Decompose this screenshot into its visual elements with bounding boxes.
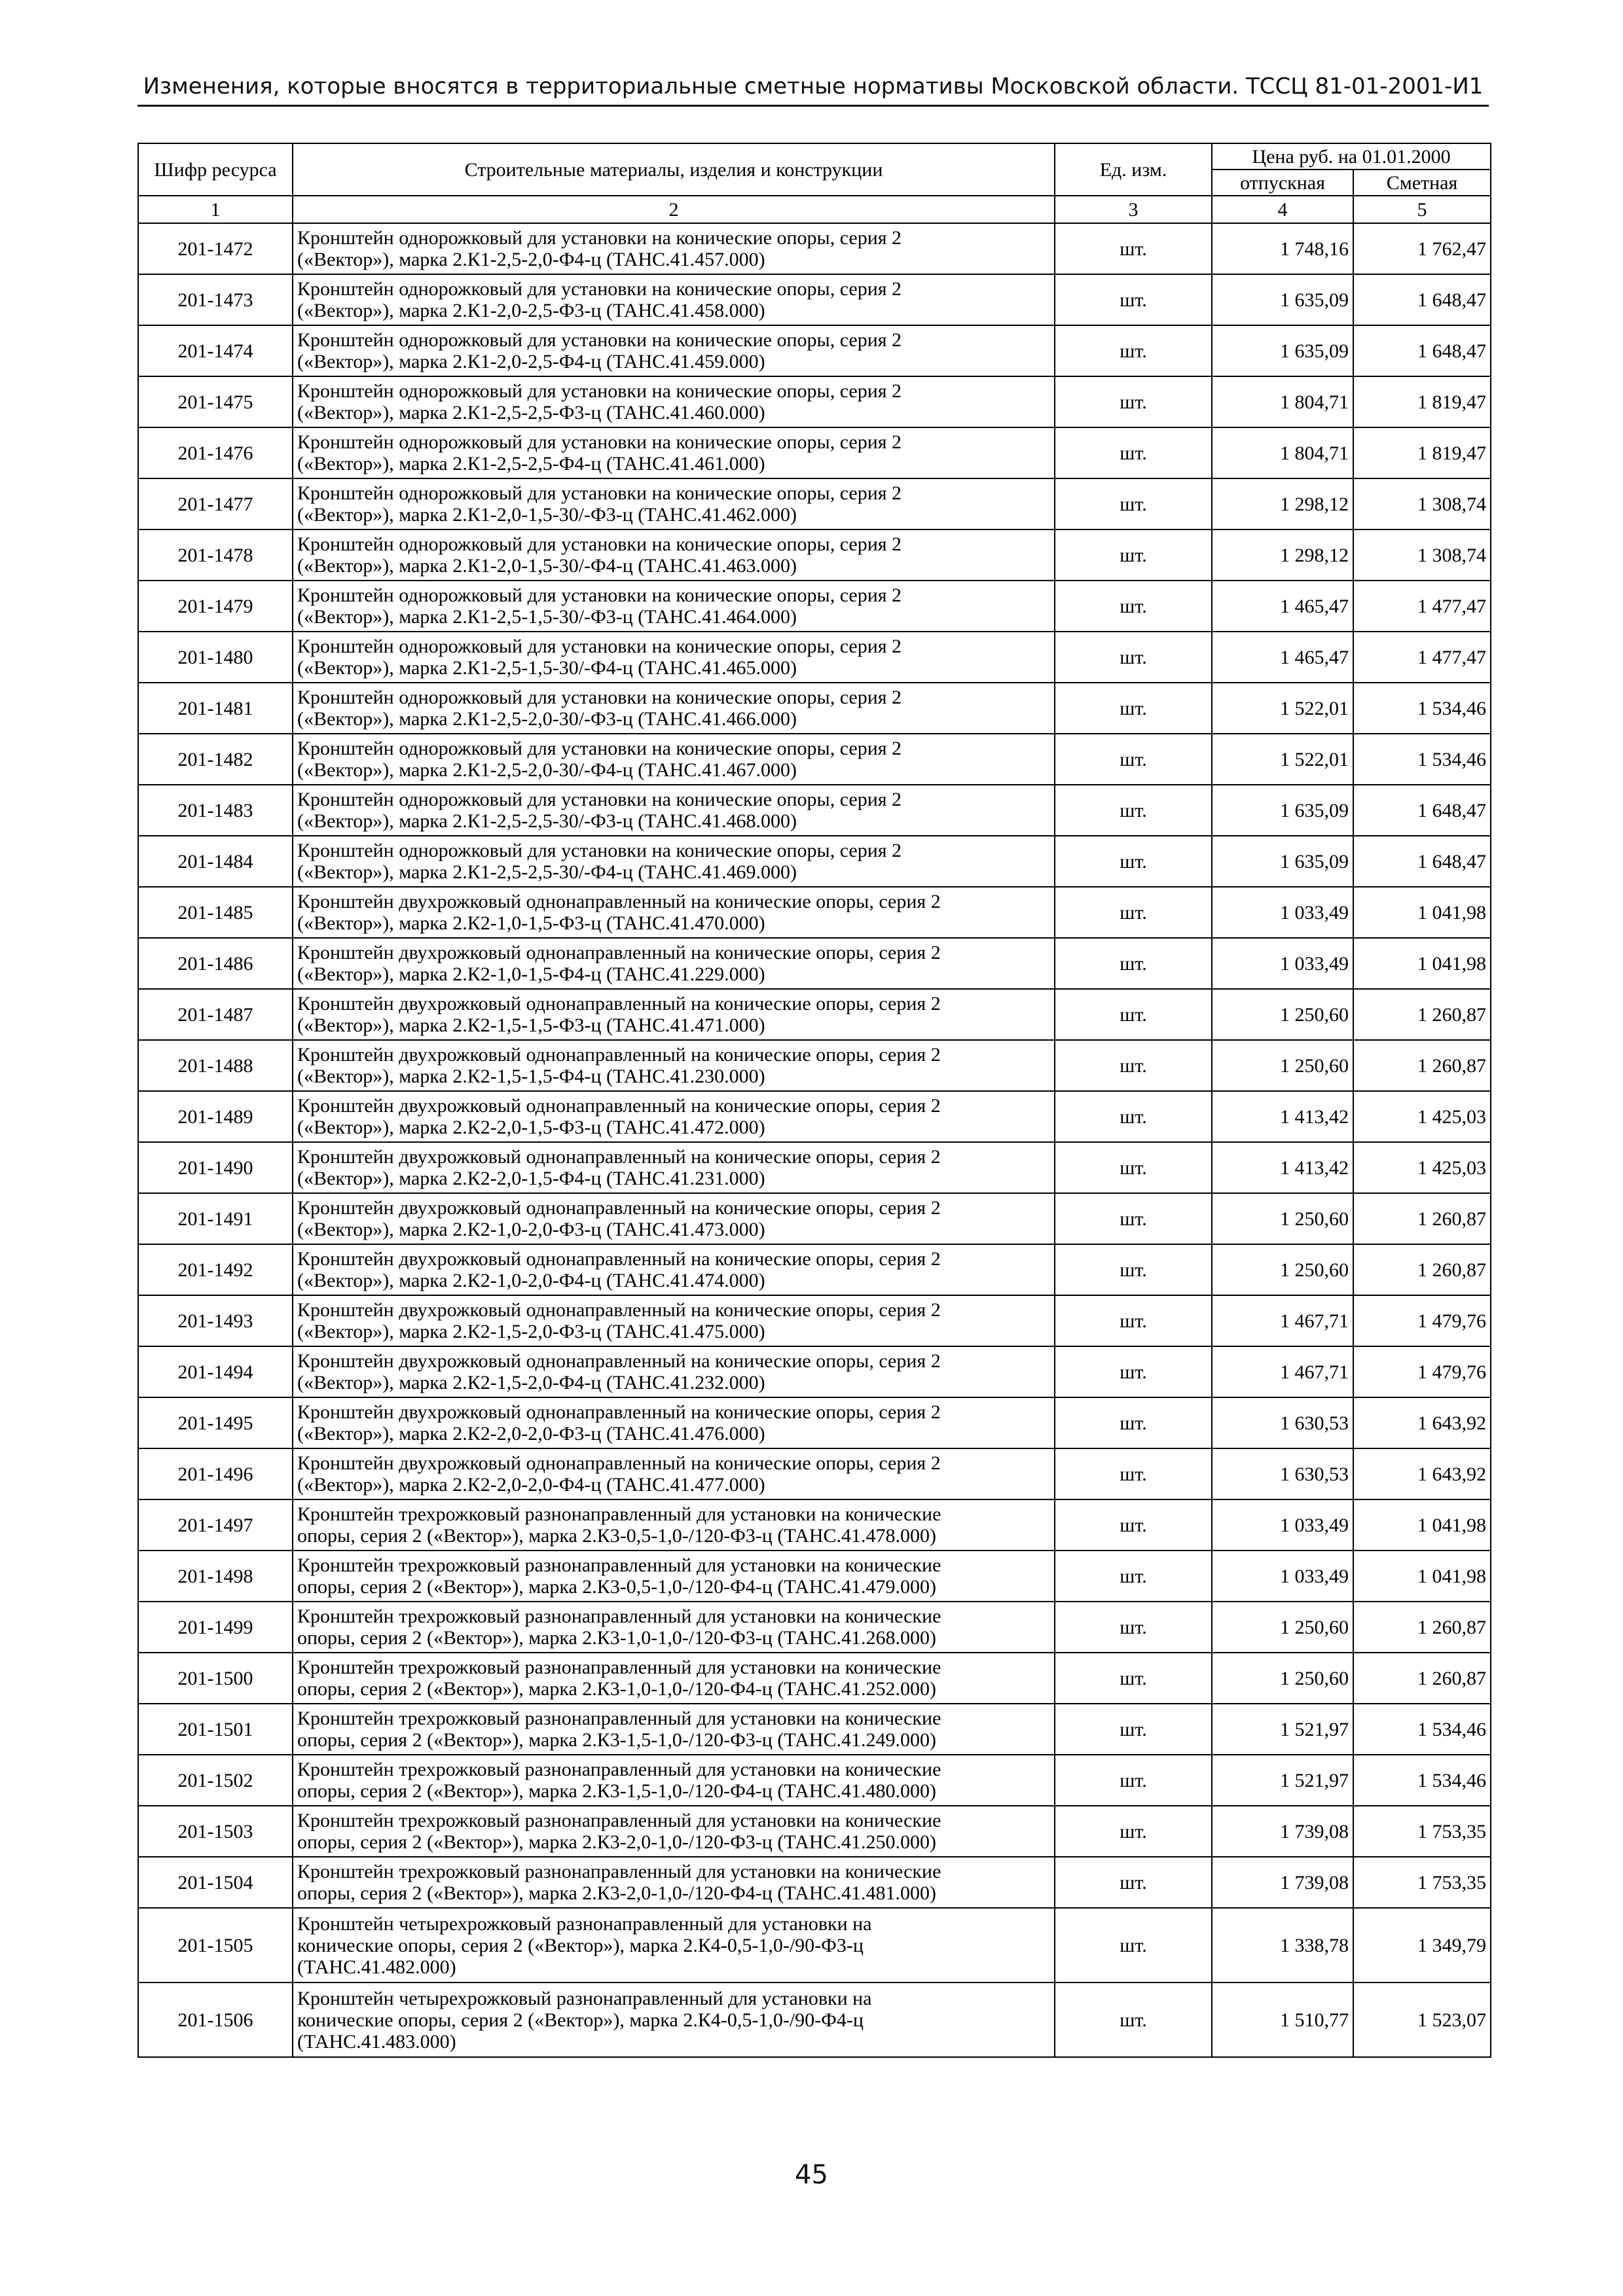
estimate-price: 1 041,98 (1353, 1499, 1491, 1551)
material-name-line: Кронштейн двухрожковый однонаправленный на конические опоры, серия 2 (297, 1299, 941, 1321)
material-name-line: Кронштейн однорожковый для установки на конические опоры, серия 2 (297, 533, 902, 555)
material-name (293, 938, 1055, 989)
estimate-price: 1 349,79 (1353, 1908, 1491, 1982)
material-name (293, 1908, 1055, 1982)
estimate-price: 1 819,47 (1353, 376, 1491, 427)
material-name-line: («Вектор»), марка 2.К1-2,5-2,5-Ф3-ц (ТАНС.41.460.000) (297, 402, 765, 423)
table-row (138, 1908, 1491, 1982)
material-name-line: («Вектор»), марка 2.К1-2,5-2,0-Ф4-ц (ТАНС.41.457.000) (297, 249, 765, 270)
estimate-price: 1 308,74 (1353, 529, 1491, 581)
table-row (138, 581, 1491, 632)
estimate-price: 1 260,87 (1353, 1244, 1491, 1295)
material-name-line: Кронштейн двухрожковый однонаправленный на конические опоры, серия 2 (297, 1350, 941, 1372)
estimate-price: 1 260,87 (1353, 1653, 1491, 1704)
table-row (138, 376, 1491, 427)
release-price: 1 033,49 (1212, 938, 1353, 989)
unit: шт. (1055, 478, 1212, 529)
estimate-price: 1 260,87 (1353, 1040, 1491, 1091)
unit: шт. (1055, 785, 1212, 836)
material-name-line: конические опоры, серия 2 («Вектор»), марка 2.К4-0,5-1,0-/90-Ф3-ц (297, 1934, 864, 1956)
material-name-line: Кронштейн однорожковый для установки на конические опоры, серия 2 (297, 738, 902, 759)
material-name-line: Кронштейн двухрожковый однонаправленный на конические опоры, серия 2 (297, 942, 941, 963)
material-name-line: опоры, серия 2 («Вектор»), марка 2.К3-1,5-1,0-/120-Ф3-ц (ТАНС.41.249.000) (297, 1729, 936, 1751)
table-row (138, 529, 1491, 581)
header-price-group: Цена руб. на 01.01.2000 (1212, 143, 1491, 170)
material-name-line: Кронштейн однорожковый для установки на конические опоры, серия 2 (297, 840, 902, 861)
column-index: 3 (1055, 196, 1212, 223)
material-name-line: Кронштейн трехрожковый разнонаправленный для установки на конические (297, 1759, 941, 1780)
release-price: 1 467,71 (1212, 1346, 1353, 1397)
material-name-line: Кронштейн однорожковый для установки на конические опоры, серия 2 (297, 789, 902, 810)
material-name-line: Кронштейн двухрожковый однонаправленный на конические опоры, серия 2 (297, 1197, 941, 1219)
material-name-line: Кронштейн двухрожковый однонаправленный на конические опоры, серия 2 (297, 993, 941, 1014)
unit: шт. (1055, 1551, 1212, 1602)
material-name-line: Кронштейн однорожковый для установки на конические опоры, серия 2 (297, 636, 902, 657)
estimate-price: 1 534,46 (1353, 734, 1491, 785)
material-name-line: («Вектор»), марка 2.К1-2,0-2,5-Ф3-ц (ТАНС.41.458.000) (297, 300, 765, 321)
material-name-line: Кронштейн однорожковый для установки на конические опоры, серия 2 (297, 584, 902, 606)
table-row (138, 1755, 1491, 1806)
resource-code: 201-1501 (138, 1704, 293, 1755)
resource-code: 201-1478 (138, 529, 293, 581)
material-name-line: («Вектор»), марка 2.К2-1,5-2,0-Ф4-ц (ТАНС.41.232.000) (297, 1372, 765, 1393)
release-price: 1 250,60 (1212, 1653, 1353, 1704)
material-name-line: опоры, серия 2 («Вектор»), марка 2.К3-2,0-1,0-/120-Ф4-ц (ТАНС.41.481.000) (297, 1882, 936, 1904)
release-price: 1 522,01 (1212, 734, 1353, 785)
material-name-line: («Вектор»), марка 2.К1-2,5-2,5-30/-Ф4-ц (ТАНС.41.469.000) (297, 861, 797, 883)
estimate-price: 1 648,47 (1353, 836, 1491, 887)
release-price: 1 250,60 (1212, 989, 1353, 1040)
material-name-line: («Вектор»), марка 2.К2-1,0-1,5-Ф3-ц (ТАНС.41.470.000) (297, 912, 765, 934)
material-name-line: Кронштейн трехрожковый разнонаправленный для установки на конические (297, 1861, 941, 1882)
release-price: 1 465,47 (1212, 581, 1353, 632)
material-name-line: опоры, серия 2 («Вектор»), марка 2.К3-1,0-1,0-/120-Ф4-ц (ТАНС.41.252.000) (297, 1678, 936, 1700)
estimate-price: 1 477,47 (1353, 632, 1491, 683)
resource-code: 201-1484 (138, 836, 293, 887)
material-name-line: Кронштейн трехрожковый разнонаправленный для установки на конические (297, 1554, 941, 1576)
release-price: 1 804,71 (1212, 427, 1353, 478)
release-price: 1 467,71 (1212, 1295, 1353, 1346)
page-header-title: Изменения, которые вносятся в территориальные сметные нормативы Московской области. ТССЦ 81-01-2001-И1 (137, 73, 1489, 107)
material-name (293, 274, 1055, 325)
estimate-price: 1 041,98 (1353, 1551, 1491, 1602)
release-price: 1 635,09 (1212, 836, 1353, 887)
resource-code: 201-1497 (138, 1499, 293, 1551)
material-name-line: (ТАНС.41.483.000) (297, 2030, 456, 2053)
estimate-price: 1 819,47 (1353, 427, 1491, 478)
estimate-price: 1 648,47 (1353, 325, 1491, 376)
material-name (293, 1397, 1055, 1448)
estimate-price: 1 479,76 (1353, 1295, 1491, 1346)
estimate-price: 1 479,76 (1353, 1346, 1491, 1397)
material-name-line: («Вектор»), марка 2.К1-2,5-1,5-30/-Ф4-ц (ТАНС.41.465.000) (297, 657, 797, 679)
material-name (293, 1551, 1055, 1602)
estimate-price: 1 041,98 (1353, 887, 1491, 938)
resource-code: 201-1475 (138, 376, 293, 427)
material-name (293, 581, 1055, 632)
material-name-line: Кронштейн однорожковый для установки на конические опоры, серия 2 (297, 687, 902, 708)
resource-code: 201-1503 (138, 1806, 293, 1857)
material-name-line: опоры, серия 2 («Вектор»), марка 2.К3-1,0-1,0-/120-Ф3-ц (ТАНС.41.268.000) (297, 1627, 936, 1649)
resource-code: 201-1490 (138, 1142, 293, 1193)
column-index: 2 (293, 196, 1055, 223)
table-row (138, 1857, 1491, 1908)
estimate-price: 1 260,87 (1353, 989, 1491, 1040)
material-name-line: («Вектор»), марка 2.К1-2,5-2,0-30/-Ф3-ц (ТАНС.41.466.000) (297, 708, 797, 730)
table-body (138, 223, 1491, 2057)
estimate-price: 1 260,87 (1353, 1602, 1491, 1653)
material-name-line: Кронштейн четырехрожковый разнонаправленный для установки на (297, 1912, 872, 1935)
material-name (293, 478, 1055, 529)
unit: шт. (1055, 836, 1212, 887)
estimate-price: 1 534,46 (1353, 683, 1491, 734)
material-name-line: («Вектор»), марка 2.К1-2,5-2,0-30/-Ф4-ц (ТАНС.41.467.000) (297, 759, 797, 781)
material-name (293, 887, 1055, 938)
price-table (137, 143, 1491, 2058)
material-name-line: Кронштейн однорожковый для установки на конические опоры, серия 2 (297, 227, 902, 249)
table-row (138, 1653, 1491, 1704)
material-name-line: Кронштейн двухрожковый однонаправленный на конические опоры, серия 2 (297, 1452, 941, 1474)
material-name-line: («Вектор»), марка 2.К2-1,0-1,5-Ф4-ц (ТАНС.41.229.000) (297, 963, 765, 985)
material-name-line: Кронштейн трехрожковый разнонаправленный для установки на конические (297, 1605, 941, 1627)
release-price: 1 748,16 (1212, 223, 1353, 274)
resource-code: 201-1487 (138, 989, 293, 1040)
table-row (138, 1448, 1491, 1499)
unit: шт. (1055, 1908, 1212, 1982)
material-name-line: («Вектор»), марка 2.К2-1,5-2,0-Ф3-ц (ТАНС.41.475.000) (297, 1321, 765, 1342)
material-name (293, 734, 1055, 785)
material-name-line: Кронштейн однорожковый для установки на конические опоры, серия 2 (297, 482, 902, 504)
material-name-line: опоры, серия 2 («Вектор»), марка 2.К3-1,5-1,0-/120-Ф4-ц (ТАНС.41.480.000) (297, 1780, 936, 1802)
header-release-price: отпускная (1212, 170, 1353, 196)
unit: шт. (1055, 632, 1212, 683)
material-name (293, 1193, 1055, 1244)
material-name (293, 223, 1055, 274)
table-row (138, 683, 1491, 734)
resource-code: 201-1482 (138, 734, 293, 785)
table-row (138, 1295, 1491, 1346)
release-price: 1 298,12 (1212, 478, 1353, 529)
resource-code: 201-1477 (138, 478, 293, 529)
unit: шт. (1055, 1244, 1212, 1295)
material-name-line: («Вектор»), марка 2.К1-2,5-2,5-Ф4-ц (ТАНС.41.461.000) (297, 453, 765, 475)
material-name-line: опоры, серия 2 («Вектор»), марка 2.К3-0,5-1,0-/120-Ф3-ц (ТАНС.41.478.000) (297, 1525, 936, 1547)
table-row (138, 1551, 1491, 1602)
material-name (293, 1346, 1055, 1397)
material-name (293, 1295, 1055, 1346)
release-price: 1 630,53 (1212, 1397, 1353, 1448)
column-index-row (138, 196, 1491, 223)
unit: шт. (1055, 1982, 1212, 2057)
material-name-line: («Вектор»), марка 2.К1-2,0-1,5-30/-Ф3-ц (ТАНС.41.462.000) (297, 504, 797, 526)
material-name (293, 785, 1055, 836)
header-unit: Ед. изм. (1055, 143, 1212, 196)
release-price: 1 298,12 (1212, 529, 1353, 581)
release-price: 1 250,60 (1212, 1602, 1353, 1653)
release-price: 1 250,60 (1212, 1040, 1353, 1091)
unit: шт. (1055, 581, 1212, 632)
estimate-price: 1 477,47 (1353, 581, 1491, 632)
unit: шт. (1055, 223, 1212, 274)
resource-code: 201-1480 (138, 632, 293, 683)
unit: шт. (1055, 734, 1212, 785)
material-name-line: (ТАНС.41.482.000) (297, 1956, 456, 1978)
material-name (293, 1244, 1055, 1295)
table-row (138, 427, 1491, 478)
table-row (138, 1602, 1491, 1653)
resource-code: 201-1502 (138, 1755, 293, 1806)
resource-code: 201-1481 (138, 683, 293, 734)
table-row (138, 1346, 1491, 1397)
release-price: 1 521,97 (1212, 1704, 1353, 1755)
unit: шт. (1055, 887, 1212, 938)
material-name (293, 1040, 1055, 1091)
material-name (293, 1448, 1055, 1499)
release-price: 1 510,77 (1212, 1982, 1353, 2057)
material-name (293, 1857, 1055, 1908)
material-name (293, 1982, 1055, 2057)
unit: шт. (1055, 1806, 1212, 1857)
material-name (293, 376, 1055, 427)
release-price: 1 630,53 (1212, 1448, 1353, 1499)
material-name-line: Кронштейн двухрожковый однонаправленный на конические опоры, серия 2 (297, 1095, 941, 1117)
table-row (138, 478, 1491, 529)
unit: шт. (1055, 1091, 1212, 1142)
column-index: 4 (1212, 196, 1353, 223)
material-name-line: Кронштейн однорожковый для установки на конические опоры, серия 2 (297, 431, 902, 453)
table-row (138, 1982, 1491, 2057)
resource-code: 201-1505 (138, 1908, 293, 1982)
release-price: 1 250,60 (1212, 1193, 1353, 1244)
material-name-line: Кронштейн однорожковый для установки на конические опоры, серия 2 (297, 278, 902, 300)
material-name-line: Кронштейн двухрожковый однонаправленный на конические опоры, серия 2 (297, 1146, 941, 1168)
material-name (293, 1704, 1055, 1755)
estimate-price: 1 534,46 (1353, 1755, 1491, 1806)
resource-code: 201-1476 (138, 427, 293, 478)
material-name-line: Кронштейн трехрожковый разнонаправленный для установки на конические (297, 1708, 941, 1729)
unit: шт. (1055, 1857, 1212, 1908)
release-price: 1 635,09 (1212, 274, 1353, 325)
unit: шт. (1055, 1704, 1212, 1755)
resource-code: 201-1489 (138, 1091, 293, 1142)
estimate-price: 1 425,03 (1353, 1142, 1491, 1193)
material-name-line: конические опоры, серия 2 («Вектор»), марка 2.К4-0,5-1,0-/90-Ф4-ц (297, 2009, 864, 2031)
material-name-line: («Вектор»), марка 2.К2-1,5-1,5-Ф4-ц (ТАНС.41.230.000) (297, 1066, 765, 1087)
column-index: 1 (138, 196, 293, 223)
estimate-price: 1 425,03 (1353, 1091, 1491, 1142)
resource-code: 201-1483 (138, 785, 293, 836)
material-name-line: («Вектор»), марка 2.К1-2,5-1,5-30/-Ф3-ц (ТАНС.41.464.000) (297, 606, 797, 628)
material-name (293, 683, 1055, 734)
release-price: 1 033,49 (1212, 1551, 1353, 1602)
unit: шт. (1055, 989, 1212, 1040)
table-row (138, 1091, 1491, 1142)
resource-code: 201-1495 (138, 1397, 293, 1448)
table-row (138, 1704, 1491, 1755)
unit: шт. (1055, 325, 1212, 376)
release-price: 1 413,42 (1212, 1091, 1353, 1142)
table-row (138, 1397, 1491, 1448)
resource-code: 201-1496 (138, 1448, 293, 1499)
material-name-line: («Вектор»), марка 2.К2-2,0-1,5-Ф4-ц (ТАНС.41.231.000) (297, 1168, 765, 1189)
unit: шт. (1055, 529, 1212, 581)
header-estimate-price: Сметная (1353, 170, 1491, 196)
estimate-price: 1 753,35 (1353, 1857, 1491, 1908)
material-name-line: Кронштейн однорожковый для установки на конические опоры, серия 2 (297, 329, 902, 351)
material-name (293, 1755, 1055, 1806)
unit: шт. (1055, 1040, 1212, 1091)
unit: шт. (1055, 274, 1212, 325)
estimate-price: 1 762,47 (1353, 223, 1491, 274)
material-name-line: («Вектор»), марка 2.К2-2,0-2,0-Ф4-ц (ТАНС.41.477.000) (297, 1474, 765, 1496)
estimate-price: 1 041,98 (1353, 938, 1491, 989)
release-price: 1 033,49 (1212, 1499, 1353, 1551)
table-row (138, 1142, 1491, 1193)
resource-code: 201-1473 (138, 274, 293, 325)
material-name (293, 325, 1055, 376)
material-name (293, 1806, 1055, 1857)
table-row (138, 734, 1491, 785)
estimate-price: 1 308,74 (1353, 478, 1491, 529)
estimate-price: 1 643,92 (1353, 1397, 1491, 1448)
unit: шт. (1055, 1499, 1212, 1551)
release-price: 1 635,09 (1212, 785, 1353, 836)
release-price: 1 739,08 (1212, 1857, 1353, 1908)
estimate-price: 1 260,87 (1353, 1193, 1491, 1244)
unit: шт. (1055, 1193, 1212, 1244)
unit: шт. (1055, 1448, 1212, 1499)
estimate-price: 1 523,07 (1353, 1982, 1491, 2057)
resource-code: 201-1472 (138, 223, 293, 274)
unit: шт. (1055, 1653, 1212, 1704)
table-row (138, 1193, 1491, 1244)
resource-code: 201-1474 (138, 325, 293, 376)
unit: шт. (1055, 1602, 1212, 1653)
estimate-price: 1 648,47 (1353, 785, 1491, 836)
material-name (293, 1602, 1055, 1653)
estimate-price: 1 648,47 (1353, 274, 1491, 325)
material-name (293, 1499, 1055, 1551)
unit: шт. (1055, 938, 1212, 989)
table-row (138, 325, 1491, 376)
table-row (138, 223, 1491, 274)
release-price: 1 033,49 (1212, 887, 1353, 938)
table-row (138, 1040, 1491, 1091)
resource-code: 201-1479 (138, 581, 293, 632)
material-name-line: («Вектор»), марка 2.К1-2,0-1,5-30/-Ф4-ц (ТАНС.41.463.000) (297, 555, 797, 577)
table-head (138, 143, 1491, 223)
unit: шт. (1055, 683, 1212, 734)
estimate-price: 1 643,92 (1353, 1448, 1491, 1499)
material-name (293, 1653, 1055, 1704)
resource-code: 201-1500 (138, 1653, 293, 1704)
table-row (138, 938, 1491, 989)
resource-code: 201-1499 (138, 1602, 293, 1653)
table-row (138, 274, 1491, 325)
table-row (138, 836, 1491, 887)
resource-code: 201-1486 (138, 938, 293, 989)
release-price: 1 739,08 (1212, 1806, 1353, 1857)
resource-code: 201-1485 (138, 887, 293, 938)
release-price: 1 250,60 (1212, 1244, 1353, 1295)
material-name (293, 632, 1055, 683)
unit: шт. (1055, 376, 1212, 427)
material-name-line: Кронштейн четырехрожковый разнонаправленный для установки на (297, 1987, 872, 2009)
material-name (293, 427, 1055, 478)
material-name-line: Кронштейн трехрожковый разнонаправленный для установки на конические (297, 1657, 941, 1678)
material-name-line: («Вектор»), марка 2.К2-1,0-2,0-Ф4-ц (ТАНС.41.474.000) (297, 1270, 765, 1291)
material-name (293, 1142, 1055, 1193)
header-code: Шифр ресурса (138, 143, 293, 196)
unit: шт. (1055, 1755, 1212, 1806)
material-name-line: Кронштейн двухрожковый однонаправленный на конические опоры, серия 2 (297, 891, 941, 912)
table-row (138, 785, 1491, 836)
release-price: 1 635,09 (1212, 325, 1353, 376)
release-price: 1 804,71 (1212, 376, 1353, 427)
unit: шт. (1055, 1346, 1212, 1397)
unit: шт. (1055, 1295, 1212, 1346)
material-name-line: Кронштейн трехрожковый разнонаправленный для установки на конические (297, 1810, 941, 1831)
table-row (138, 632, 1491, 683)
material-name (293, 1091, 1055, 1142)
table-row (138, 887, 1491, 938)
material-name-line: («Вектор»), марка 2.К1-2,5-2,5-30/-Ф3-ц (ТАНС.41.468.000) (297, 810, 797, 832)
estimate-price: 1 534,46 (1353, 1704, 1491, 1755)
material-name-line: Кронштейн трехрожковый разнонаправленный для установки на конические (297, 1503, 941, 1525)
column-index: 5 (1353, 196, 1491, 223)
header-name: Строительные материалы, изделия и конструкции (293, 143, 1055, 196)
release-price: 1 521,97 (1212, 1755, 1353, 1806)
material-name (293, 529, 1055, 581)
material-name (293, 989, 1055, 1040)
material-name-line: («Вектор»), марка 2.К2-2,0-2,0-Ф3-ц (ТАНС.41.476.000) (297, 1423, 765, 1444)
resource-code: 201-1506 (138, 1982, 293, 2057)
table-row (138, 1499, 1491, 1551)
material-name-line: Кронштейн двухрожковый однонаправленный на конические опоры, серия 2 (297, 1248, 941, 1270)
material-name-line: Кронштейн двухрожковый однонаправленный на конические опоры, серия 2 (297, 1401, 941, 1423)
material-name-line: опоры, серия 2 («Вектор»), марка 2.К3-2,0-1,0-/120-Ф3-ц (ТАНС.41.250.000) (297, 1831, 936, 1853)
material-name-line: («Вектор»), марка 2.К2-1,5-1,5-Ф3-ц (ТАНС.41.471.000) (297, 1014, 765, 1036)
material-name-line: Кронштейн двухрожковый однонаправленный на конические опоры, серия 2 (297, 1044, 941, 1066)
page-number: 45 (795, 2160, 828, 2190)
material-name-line: («Вектор»), марка 2.К1-2,0-2,5-Ф4-ц (ТАНС.41.459.000) (297, 351, 765, 372)
resource-code: 201-1491 (138, 1193, 293, 1244)
release-price: 1 413,42 (1212, 1142, 1353, 1193)
release-price: 1 338,78 (1212, 1908, 1353, 1982)
estimate-price: 1 753,35 (1353, 1806, 1491, 1857)
resource-code: 201-1488 (138, 1040, 293, 1091)
release-price: 1 522,01 (1212, 683, 1353, 734)
release-price: 1 465,47 (1212, 632, 1353, 683)
material-name-line: («Вектор»), марка 2.К2-1,0-2,0-Ф3-ц (ТАНС.41.473.000) (297, 1219, 765, 1240)
unit: шт. (1055, 1142, 1212, 1193)
resource-code: 201-1492 (138, 1244, 293, 1295)
resource-code: 201-1504 (138, 1857, 293, 1908)
resource-code: 201-1498 (138, 1551, 293, 1602)
unit: шт. (1055, 1397, 1212, 1448)
table-row (138, 1806, 1491, 1857)
material-name-line: Кронштейн однорожковый для установки на конические опоры, серия 2 (297, 380, 902, 402)
material-name-line: («Вектор»), марка 2.К2-2,0-1,5-Ф3-ц (ТАНС.41.472.000) (297, 1117, 765, 1138)
table-row (138, 1244, 1491, 1295)
table-row (138, 989, 1491, 1040)
material-name-line: опоры, серия 2 («Вектор»), марка 2.К3-0,5-1,0-/120-Ф4-ц (ТАНС.41.479.000) (297, 1576, 936, 1598)
material-name (293, 836, 1055, 887)
resource-code: 201-1493 (138, 1295, 293, 1346)
resource-code: 201-1494 (138, 1346, 293, 1397)
unit: шт. (1055, 427, 1212, 478)
